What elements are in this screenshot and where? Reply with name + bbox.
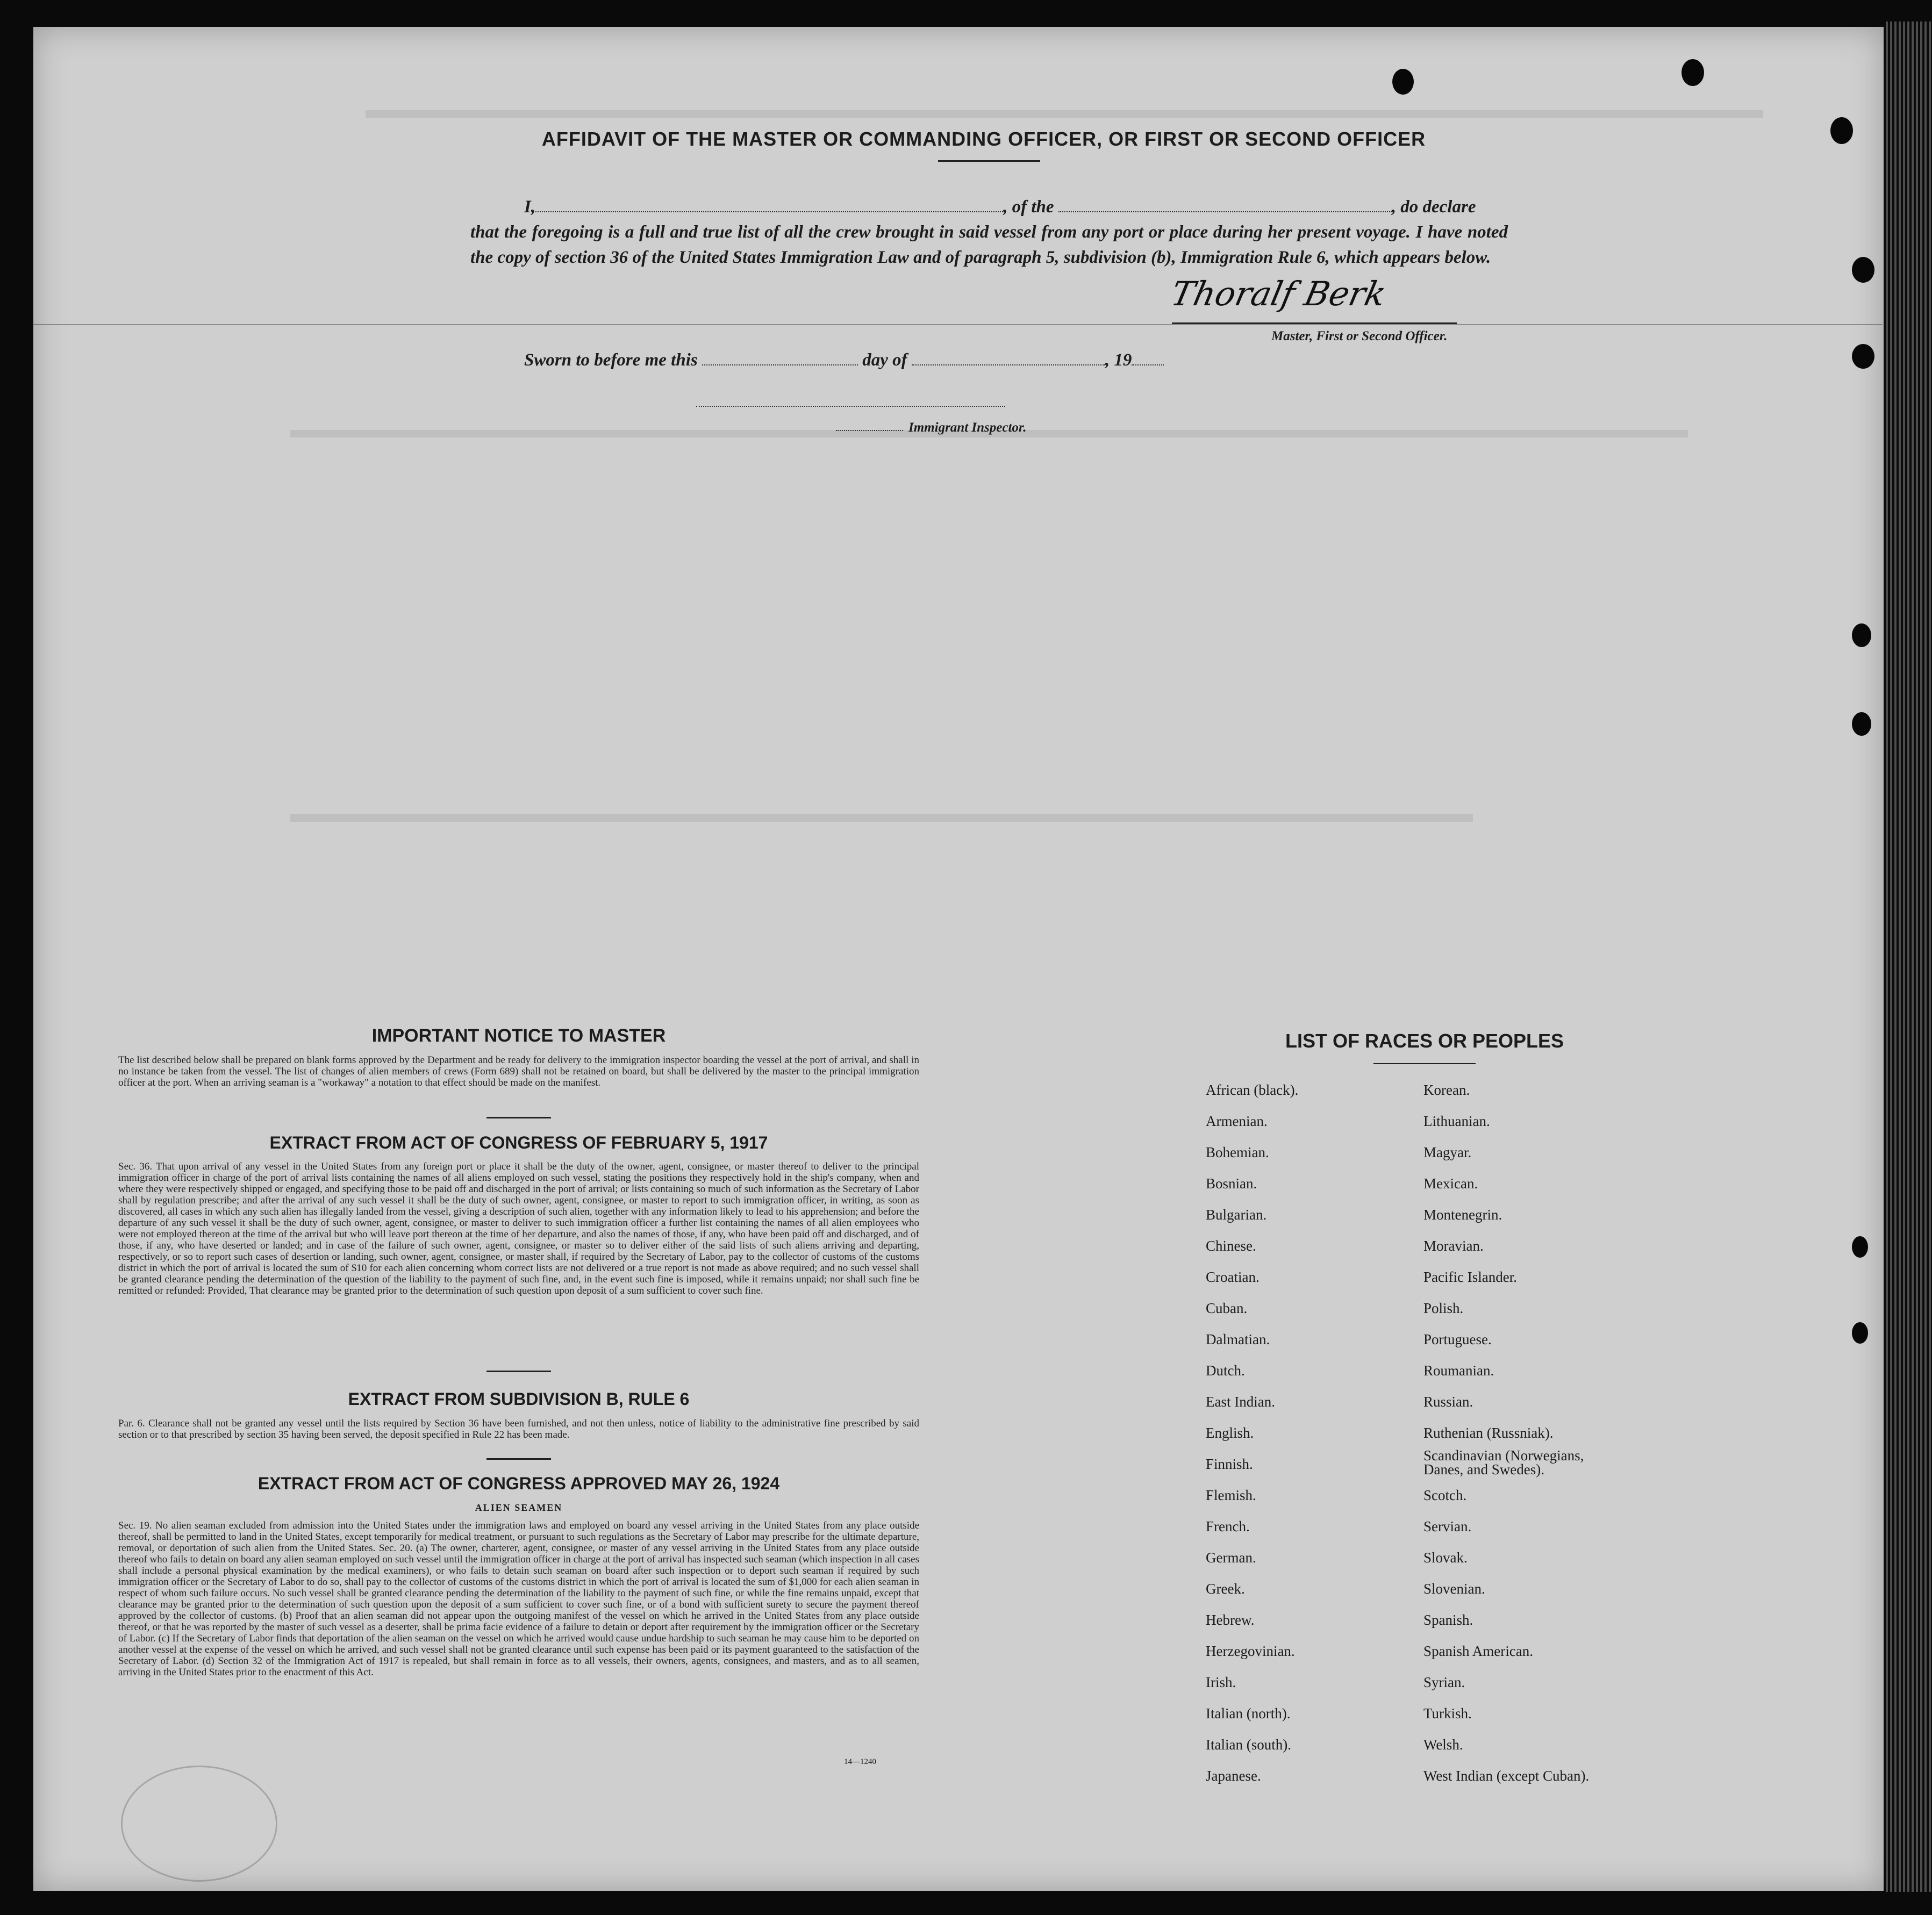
race-item: Italian (south). — [1206, 1737, 1291, 1753]
inspector-caption: Immigrant Inspector. — [908, 420, 1027, 435]
race-item: Moravian. — [1423, 1238, 1484, 1254]
sworn-year: , 19 — [1105, 350, 1132, 370]
notice-divider — [486, 1117, 551, 1118]
name-blank — [535, 211, 1003, 212]
inspector-signature-line — [696, 406, 1005, 408]
bleed-through-mark — [290, 814, 1473, 822]
race-item: East Indian. — [1206, 1394, 1275, 1410]
declaration-prefix: I, — [524, 197, 536, 217]
race-item: French. — [1206, 1518, 1250, 1534]
binder-hole — [1852, 712, 1871, 736]
sworn-line — [524, 350, 1277, 370]
sworn-year-blank — [1132, 364, 1164, 365]
race-item: Syrian. — [1423, 1674, 1465, 1690]
race-item: Bosnian. — [1206, 1175, 1257, 1192]
race-item: Bulgarian. — [1206, 1207, 1267, 1223]
extract-1924-subtitle: ALIEN SEAMEN — [475, 1502, 563, 1513]
races-title: LIST OF RACES OR PEOPLES — [1285, 1030, 1564, 1052]
race-item: Japanese. — [1206, 1768, 1261, 1784]
extract-rule6-title: EXTRACT FROM SUBDIVISION B, RULE 6 — [348, 1389, 690, 1409]
race-item: Welsh. — [1423, 1737, 1463, 1753]
race-item: Turkish. — [1423, 1705, 1472, 1722]
race-item: Pacific Islander. — [1423, 1269, 1517, 1285]
race-item: Flemish. — [1206, 1487, 1256, 1503]
race-item: Servian. — [1423, 1518, 1472, 1534]
race-item: Armenian. — [1206, 1113, 1268, 1129]
form-number: 14—1240 — [844, 1758, 876, 1766]
races-title-underline — [1373, 1063, 1476, 1064]
declaration-suffix: , do declare — [1391, 197, 1476, 217]
binder-hole — [1852, 1322, 1868, 1344]
race-item: Croatian. — [1206, 1269, 1260, 1285]
race-item: Greek. — [1206, 1581, 1245, 1597]
race-item: Hebrew. — [1206, 1612, 1255, 1628]
race-item: Bohemian. — [1206, 1144, 1269, 1160]
sworn-month-blank — [912, 364, 1105, 365]
extract-rule6-divider — [486, 1458, 551, 1460]
race-item: English. — [1206, 1425, 1254, 1441]
notice-title: IMPORTANT NOTICE TO MASTER — [371, 1025, 666, 1046]
race-item: Mexican. — [1423, 1175, 1478, 1192]
sworn-prefix: Sworn to before me this — [524, 350, 698, 370]
extract-1924-body: Sec. 19. No alien seaman excluded from admission into the United States under the immigration laws and employed on board any vessel arriving in the United States from any place outside thereof, shall be permitted to land in the United States, except temporarily for medical treatment, or pursuant to such regulations as the Secretary of Labor may prescribe for the ultimate departure, removal, or deportation of such alien from the United States. Sec. 20. (a) The owner, charterer, agent, consignee, or master of any vessel arriving in the United States from any place outside thereof who fails to detain on board any alien seaman employed on such vessel until the immigration officer in charge at the port of arrival has inspected such seaman (which inspection in all cases shall include a personal physical examination by the medical examiners), or who fails to detain such seaman on board after such inspection or to deport such seaman if required by such immigration officer or the Secretary of Labor to do so, shall pay to the collector of customs of the customs district in which the port of arrival is located the sum of $1,000 for each alien seaman in respect of whom such failure occurs. No such vessel shall be granted clearance pending the determination of the liability to the payment of such fine, or while the fine remains unpaid, except that clearance may be granted prior to the determination of such question upon the deposit of a sum sufficient to cover such fine, or of a bond with sufficient surety to secure the payment thereof approved by the collector of customs. (b) Proof that an alien seaman did not appear upon the outgoing manifest of the vessel on which he arrived in the United States from any place outside thereof, or that he was reported by the master of such vessel as a deserter, shall be prima facie evidence of a failure to detain or deport after requirement by the immigration officer or the Secretary of Labor. (c) If the Secretary of Labor finds that deportation of the alien seaman on the vessel on which he arrived would cause undue hardship to such seaman he may cause him to be deported on another vessel at the expense of the vessel on which he arrived, and such vessel shall not be granted clearance until such expense has been paid or its payment guaranteed to the satisfaction of the Secretary of Labor. (d) Section 32 of the Immigration Act of 1917 is repealed, but shall remain in force as to all vessels, their owners, agents, consignees, and masters, and as to all seamen, arriving in the United States prior to the enactment of this Act. — [118, 1520, 919, 1678]
race-item: Russian. — [1423, 1394, 1473, 1410]
master-signature: Thoralf Berk — [1168, 274, 1390, 313]
declaration-of-the: , of the — [1003, 197, 1054, 217]
inspector-dots — [836, 430, 903, 431]
race-item: Lithuanian. — [1423, 1113, 1490, 1129]
extract-1917-title: EXTRACT FROM ACT OF CONGRESS OF FEBRUARY 5, 1917 — [269, 1133, 768, 1152]
binder-hole — [1852, 623, 1871, 647]
race-item: Herzegovinian. — [1206, 1643, 1295, 1659]
vessel-blank — [1058, 211, 1392, 212]
race-item: Spanish. — [1423, 1612, 1473, 1628]
fold-line — [33, 324, 1883, 325]
race-item: Ruthenian (Russniak). — [1423, 1425, 1554, 1441]
binder-hole — [1852, 344, 1874, 369]
binder-hole — [1830, 117, 1853, 144]
race-item: Irish. — [1206, 1674, 1236, 1690]
signature-caption: Master, First or Second Officer. — [1271, 329, 1448, 343]
extract-1924-title: EXTRACT FROM ACT OF CONGRESS APPROVED MAY 26, 1924 — [257, 1474, 780, 1493]
bleed-through-mark — [366, 110, 1763, 118]
sworn-day-blank — [702, 364, 858, 365]
race-item: African (black). — [1206, 1082, 1299, 1098]
race-item: Roumanian. — [1423, 1362, 1494, 1379]
race-item: Italian (north). — [1206, 1705, 1291, 1722]
race-item: West Indian (except Cuban). — [1423, 1768, 1590, 1784]
race-item: Dalmatian. — [1206, 1331, 1270, 1347]
race-item: Portuguese. — [1423, 1331, 1492, 1347]
race-item: Slovak. — [1423, 1550, 1468, 1566]
title-underline — [938, 160, 1040, 162]
declaration-text — [470, 195, 1508, 270]
race-item: Finnish. — [1206, 1456, 1253, 1472]
race-item: Scandinavian (Norwegians, Danes, and Swedes). — [1423, 1447, 1584, 1478]
race-item: Scotch. — [1423, 1487, 1467, 1503]
race-item: Chinese. — [1206, 1238, 1256, 1254]
race-item: Magyar. — [1423, 1144, 1472, 1160]
race-item: Korean. — [1423, 1082, 1470, 1098]
affidavit-title: AFFIDAVIT OF THE MASTER OR COMMANDING OFFICER, OR FIRST OR SECOND OFFICER — [541, 128, 1426, 150]
sworn-day-of: day of — [862, 350, 907, 370]
extract-1917-body: Sec. 36. That upon arrival of any vessel in the United States from any foreign port or place it shall be the duty of the owner, agent, consignee, or master thereof to deliver to the principal immigration officer in charge of the port of arrival lists containing the names of all aliens employed on such vessel, stating the positions they respectively hold in the ship's company, when and where they were respectively shipped or engaged, and specifying those to be paid off and discharged in the port of arrival; or lists containing so much of such information as the Secretary of Labor shall by regulation prescribe; and after the arrival of any such vessel it shall be the duty of such owner, agent, consignee, or master to report to such immigration officer, in writing, as soon as discovered, all cases in which any such alien has illegally landed from the vessel, giving a description of such alien, together with any information likely to lead to his apprehension; and before the departure of any such vessel it shall be the duty of such owner, agent, consignee, or master to deliver to such immigration officer a further list containing the names of all alien employees who were not employed thereon at the time of the arrival but who will leave port thereon at the time of her departure, and also the names of those, if any, who have been paid off and discharged, and of those, if any, who have deserted or landed; and in case of the failure of such owner, agent, consignee, or master so to deliver either of the said lists of such aliens arriving and departing, respectively, or so to report such cases of desertion or landing, such owner, agent, consignee, or master shall, if required by the Secretary of Labor, pay to the collector of customs of the customs district in which the port of arrival is located the sum of $10 for each alien concerning whom correct lists are not delivered or a true report is not made as above required; and no such vessel shall be granted clearance pending the determination of the question of the liability to the payment of such fine, and, in the event such fine is imposed, while it remains unpaid; nor shall such fine be remitted or refunded: Provided, That clearance may be granted prior to the determination of such question upon deposit of a sum sufficient to cover such fine. — [118, 1161, 919, 1296]
binder-hole — [1852, 257, 1874, 283]
race-item: Montenegrin. — [1423, 1207, 1502, 1223]
race-item: Spanish American. — [1423, 1643, 1533, 1659]
page-stack-edge — [1884, 21, 1932, 1892]
binder-hole — [1852, 1236, 1868, 1258]
race-item: Slovenian. — [1423, 1581, 1485, 1597]
race-item: Dutch. — [1206, 1362, 1245, 1379]
binder-hole — [1681, 59, 1704, 86]
binder-hole — [1392, 69, 1414, 95]
race-item: German. — [1206, 1550, 1256, 1566]
notice-body: The list described below shall be prepared on blank forms approved by the Department and be ready for delivery to the immigration inspector boarding the vessel at the port of arrival, and shall in no instance be taken from the vessel. The list of changes of alien members of crews (Form 689) shall not be retained on board, but shall be delivered by the master to the principal immigration officer at the port. When an arriving seaman is a "workaway" a notation to that effect should be made on the manifest. — [118, 1055, 919, 1088]
declaration-line-1 — [470, 195, 1508, 220]
faded-seal-stamp — [121, 1766, 277, 1882]
declaration-body: that the foregoing is a full and true list of all the crew brought in said vessel from any port or place during her present voyage. I have noted the copy of section 36 of the United States Immigration Law and of paragraph 5, subdivision (b), Immigration Rule 6, which appears below. — [470, 223, 1508, 267]
extract-rule6-body: Par. 6. Clearance shall not be granted any vessel until the lists required by Section 36 have been furnished, and not then unless, notice of liability to the administrative fine prescribed by said section or to that prescribed by section 35 having been served, the deposit specified in Rule 22 has been made. — [118, 1418, 919, 1440]
race-item: Polish. — [1423, 1300, 1464, 1316]
extract-1917-divider — [486, 1371, 551, 1372]
signature-line — [1172, 322, 1457, 324]
race-item: Cuban. — [1206, 1300, 1248, 1316]
